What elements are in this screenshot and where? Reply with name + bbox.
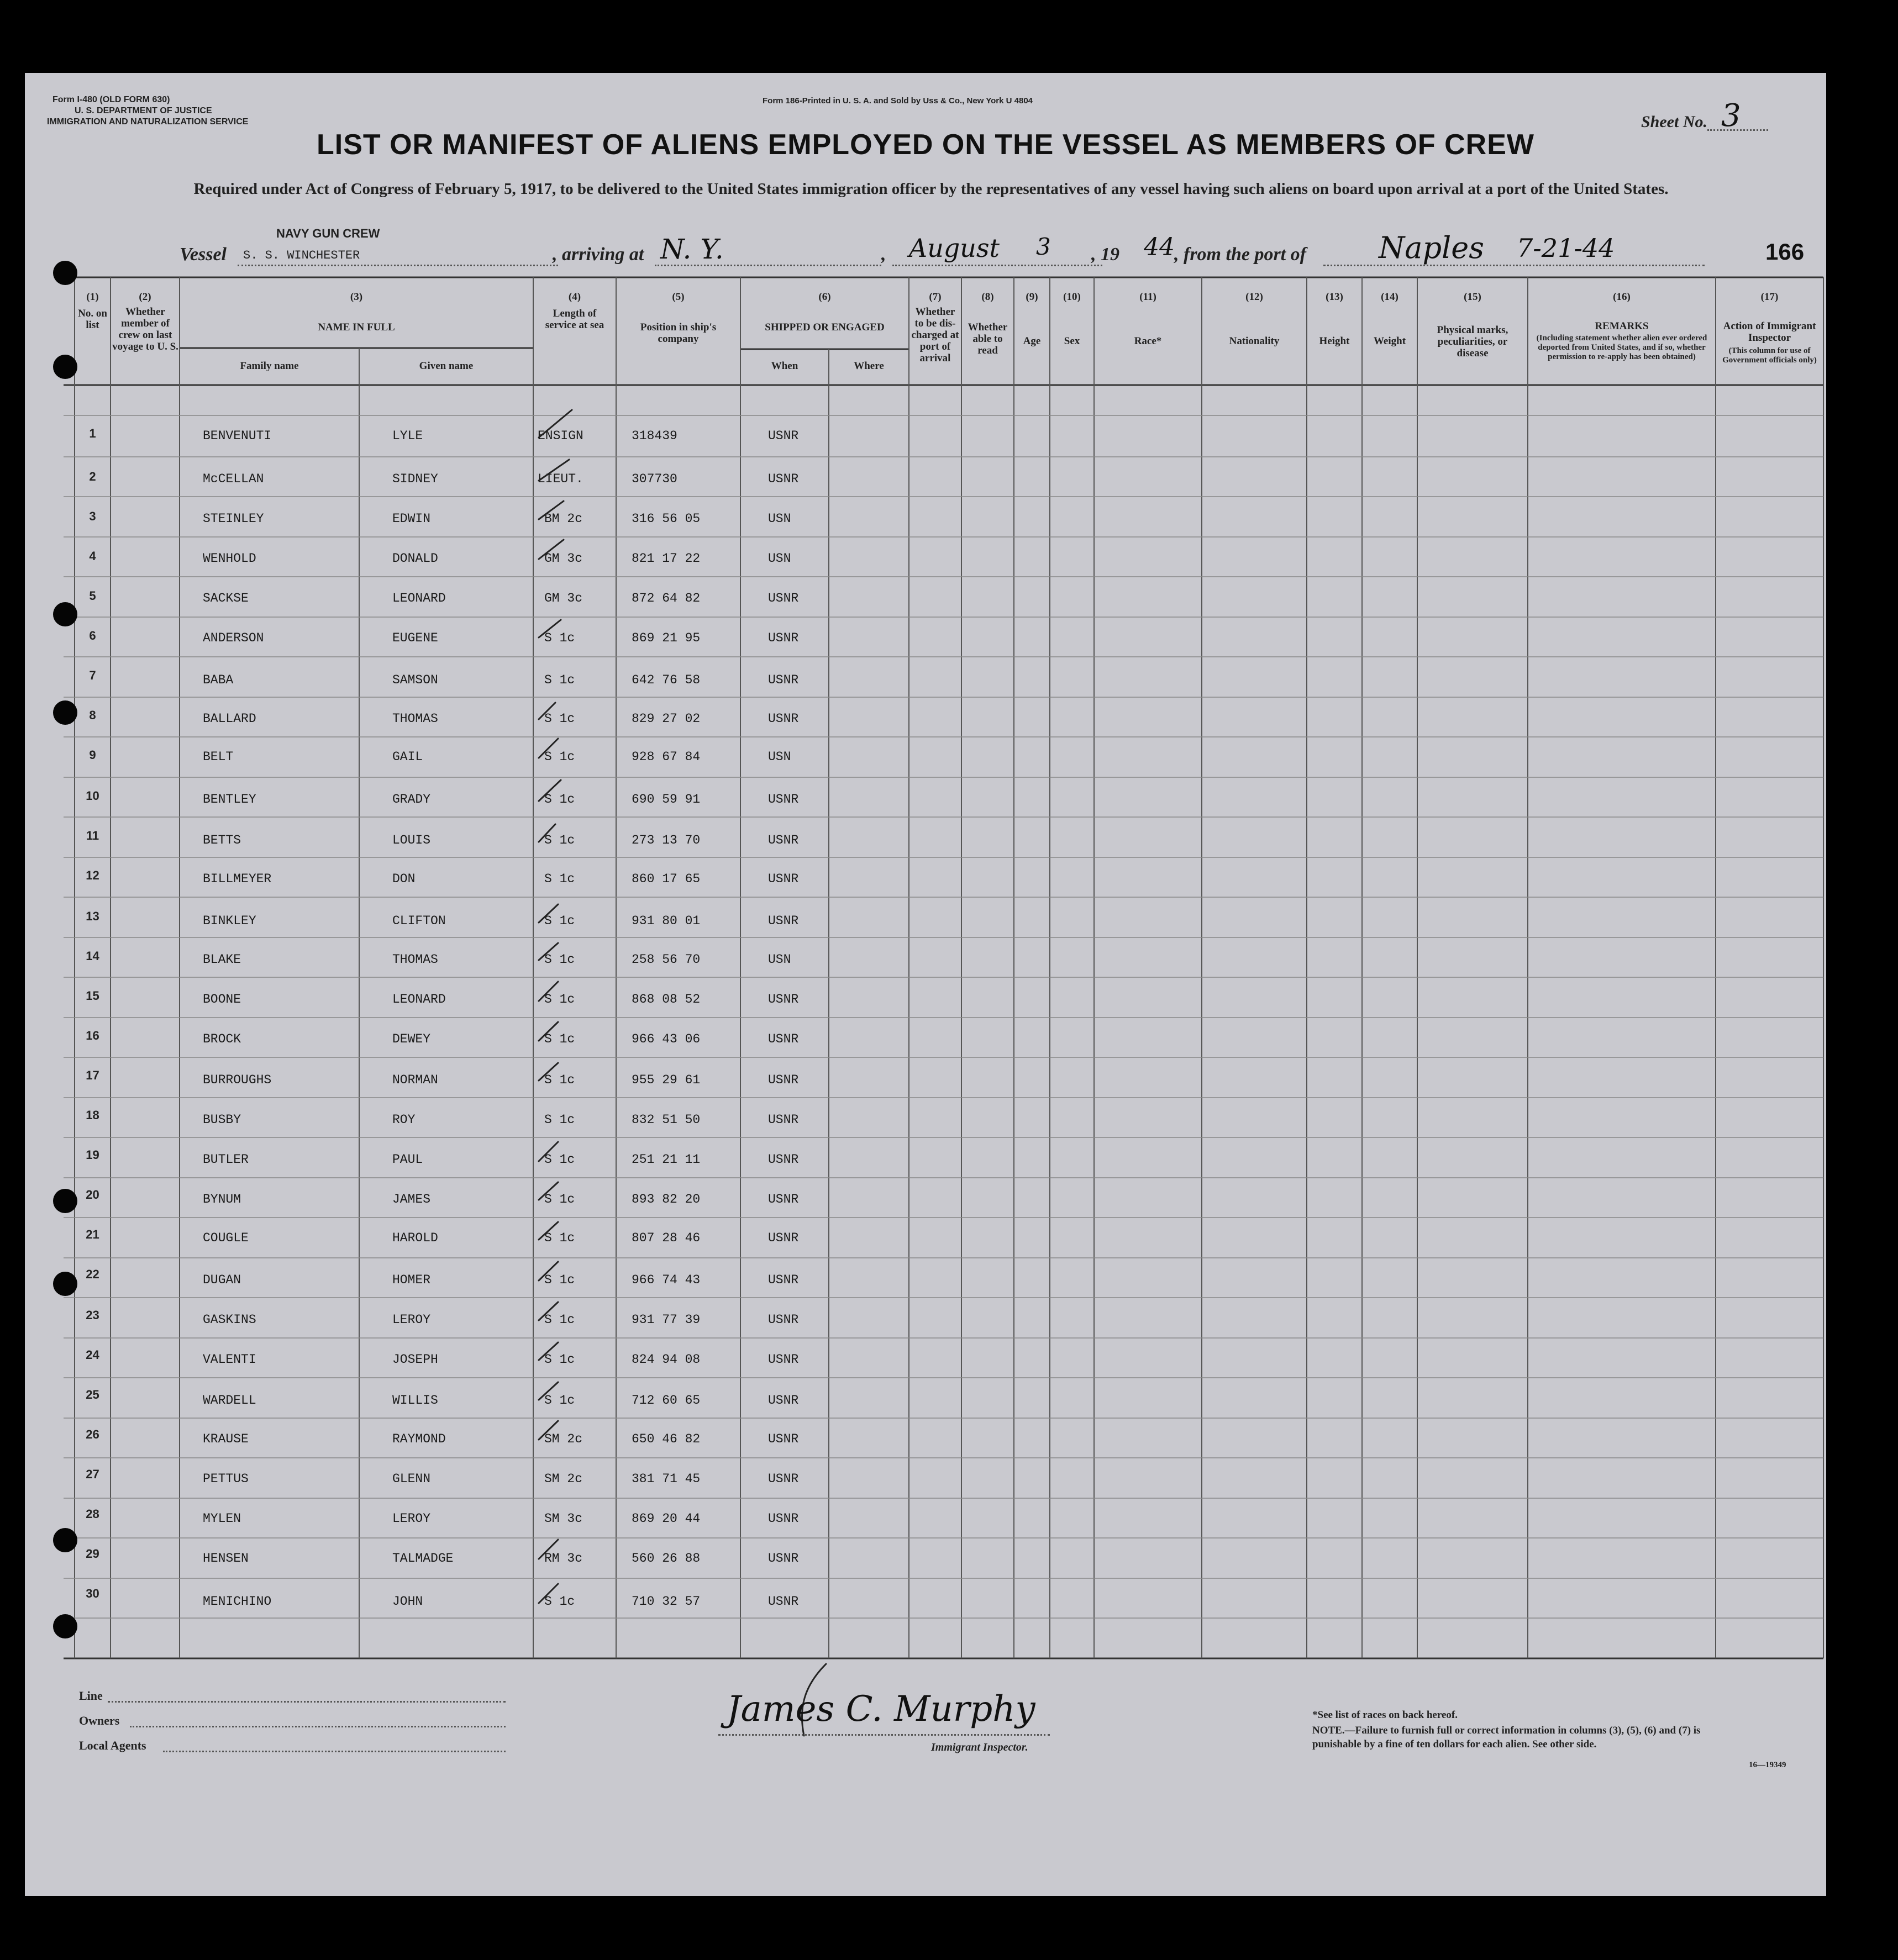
rank: S 1c — [544, 1113, 575, 1127]
col17-header: Action of Immigrant Inspector — [1723, 320, 1816, 344]
given-name: HOMER — [392, 1273, 431, 1287]
given-name: WILLIS — [392, 1393, 438, 1408]
rank: S 1c — [544, 1313, 575, 1327]
page-title: LIST OR MANIFEST OF ALIENS EMPLOYED ON THE VESSEL AS MEMBERS OF CREW — [317, 129, 1534, 161]
inspector-signature: James C. Murphy — [727, 1689, 1035, 1730]
col12-number: (12) — [1245, 291, 1263, 303]
rank: S 1c — [544, 833, 575, 847]
col16-subheader: (Including statement whether alien ever ordered deported from United States, and if so, whether permission to re-apply has been obtained) — [1536, 334, 1707, 361]
col2-number: (2) — [139, 291, 151, 303]
form-id-line3: IMMIGRATION AND NATURALIZATION SERVICE — [47, 117, 249, 127]
family-name: BUSBY — [203, 1113, 241, 1127]
row-number: 7 — [89, 668, 96, 682]
col6-number: (6) — [818, 291, 831, 303]
col1-number: (1) — [86, 291, 99, 303]
given-name: DONALD — [392, 551, 438, 566]
given-name: JOHN — [392, 1594, 423, 1609]
rank: SM 2c — [544, 1472, 583, 1486]
col5-number: (5) — [672, 291, 685, 303]
family-name: HENSEN — [203, 1551, 249, 1566]
agents-label: Local Agents — [79, 1738, 146, 1752]
family-name: WARDELL — [203, 1393, 256, 1408]
given-name: CLIFTON — [392, 914, 446, 928]
punch-hole — [53, 700, 77, 725]
row-number: 18 — [86, 1108, 99, 1122]
col5-header: Position in ship's company — [640, 322, 717, 345]
service-number: 931 80 01 — [632, 914, 701, 928]
service-number: 931 77 39 — [632, 1313, 701, 1327]
row-number: 29 — [86, 1547, 99, 1561]
col8-header: Whether able to read — [968, 322, 1008, 356]
service-number: 650 46 82 — [632, 1432, 701, 1446]
rank: S 1c — [544, 952, 575, 967]
line-field — [108, 1700, 506, 1703]
branch: USNR — [768, 1273, 799, 1287]
service-number: 807 28 46 — [632, 1231, 701, 1245]
given-name: EDWIN — [392, 512, 431, 526]
rank: S 1c — [544, 1273, 575, 1287]
family-name: BENTLEY — [203, 792, 256, 807]
family-name: ANDERSON — [203, 631, 264, 645]
branch: USNR — [768, 1551, 799, 1566]
rank: S 1c — [544, 914, 575, 928]
col3-header: NAME IN FULL — [318, 322, 395, 333]
owners-label: Owners — [79, 1714, 120, 1727]
given-name: HAROLD — [392, 1231, 438, 1245]
family-name: BROCK — [203, 1032, 241, 1046]
given-name: LEONARD — [392, 992, 446, 1007]
rank: S 1c — [544, 712, 575, 726]
family-name: BENVENUTI — [203, 429, 272, 443]
branch: USN — [768, 512, 791, 526]
given-name: THOMAS — [392, 952, 438, 967]
service-number: 829 27 02 — [632, 712, 701, 726]
col3-given-header: Given name — [419, 360, 474, 372]
given-name: TALMADGE — [392, 1551, 454, 1566]
family-name: BINKLEY — [203, 914, 256, 928]
family-name: BOONE — [203, 992, 241, 1007]
col3-family-header: Family name — [240, 360, 299, 372]
service-number: 258 56 70 — [632, 952, 701, 967]
family-name: BALLARD — [203, 712, 256, 726]
rank: S 1c — [544, 673, 575, 687]
family-name: BETTS — [203, 833, 241, 847]
form-id-line1: Form I-480 (OLD FORM 630) — [52, 95, 170, 104]
service-number: 273 13 70 — [632, 833, 701, 847]
row-number: 13 — [86, 909, 99, 923]
service-number: 966 74 43 — [632, 1273, 701, 1287]
punch-hole — [53, 602, 77, 626]
col11-header: Race* — [1134, 335, 1162, 347]
punch-hole — [53, 355, 77, 379]
col16-number: (16) — [1613, 291, 1631, 303]
given-name: NORMAN — [392, 1073, 438, 1087]
given-name: SIDNEY — [392, 472, 438, 486]
col4-number: (4) — [568, 291, 581, 303]
row-number: 26 — [86, 1427, 99, 1441]
col15-number: (15) — [1464, 291, 1481, 303]
vessel-label: Vessel — [180, 244, 227, 265]
branch: USNR — [768, 1472, 799, 1486]
punch-hole — [53, 1272, 77, 1296]
punch-hole — [53, 1528, 77, 1552]
branch: USNR — [768, 591, 799, 605]
col10-number: (10) — [1063, 291, 1081, 303]
given-name: ROY — [392, 1113, 416, 1127]
service-number: 893 82 20 — [632, 1192, 701, 1206]
rank: ENSIGN — [538, 429, 583, 443]
penalty-note: NOTE.—Failure to furnish full or correct information in columns (3), (5), (6) and (7) is punishable by a fine of ten dollars for each alien. See other side. — [1312, 1725, 1701, 1750]
branch: USNR — [768, 1073, 799, 1087]
year-prefix: , 19 — [1091, 244, 1119, 265]
row-number: 11 — [86, 829, 99, 842]
rank: S 1c — [544, 631, 575, 645]
col13-header: Height — [1319, 335, 1350, 347]
row-number: 27 — [86, 1467, 99, 1481]
rank: S 1c — [544, 792, 575, 807]
rank: S 1c — [544, 750, 575, 764]
family-name: McCELLAN — [203, 472, 264, 486]
branch: USNR — [768, 914, 799, 928]
rank: BM 2c — [544, 512, 583, 526]
rank: S 1c — [544, 872, 575, 886]
col4-header: Length of service at sea — [545, 308, 604, 331]
check-marks — [25, 73, 1826, 1896]
branch: USNR — [768, 631, 799, 645]
service-number: 316 56 05 — [632, 512, 701, 526]
col6-when-header: When — [771, 360, 798, 372]
rank: S 1c — [544, 1073, 575, 1087]
col12-header: Nationality — [1229, 335, 1280, 347]
service-number: 690 59 91 — [632, 792, 701, 807]
given-name: LEONARD — [392, 591, 446, 605]
page-number: 166 — [1765, 239, 1805, 265]
branch: USNR — [768, 872, 799, 886]
agents-field — [163, 1750, 506, 1752]
row-number: 9 — [89, 748, 96, 762]
rank: S 1c — [544, 1032, 575, 1046]
family-name: SACKSE — [203, 591, 249, 605]
given-name: LEROY — [392, 1313, 431, 1327]
branch: USNR — [768, 792, 799, 807]
sheet-label: Sheet No. — [1641, 113, 1707, 131]
col11-number: (11) — [1139, 291, 1156, 303]
family-name: BELT — [203, 750, 234, 764]
arriving-port: N. Y. — [660, 233, 724, 265]
col13-number: (13) — [1326, 291, 1343, 303]
row-number: 16 — [86, 1029, 99, 1042]
arriving-label: , arriving at — [553, 244, 644, 265]
service-number: 955 29 61 — [632, 1073, 701, 1087]
family-name: GASKINS — [203, 1313, 256, 1327]
row-number: 19 — [86, 1148, 99, 1162]
rank: S 1c — [544, 1352, 575, 1367]
row-number: 20 — [86, 1188, 99, 1202]
service-number: 251 21 11 — [632, 1152, 701, 1167]
punch-hole — [53, 1189, 77, 1213]
rank: S 1c — [544, 1393, 575, 1408]
rank: SM 2c — [544, 1432, 583, 1446]
family-name: COUGLE — [203, 1231, 249, 1245]
row-number: 14 — [86, 949, 99, 963]
branch: USN — [768, 952, 791, 967]
family-name: BURROUGHS — [203, 1073, 272, 1087]
row-number: 15 — [86, 989, 99, 1003]
branch: USNR — [768, 472, 799, 486]
punch-hole — [53, 261, 77, 285]
branch: USNR — [768, 1432, 799, 1446]
sheet-number: 3 — [1721, 98, 1741, 134]
given-name: LYLE — [392, 429, 423, 443]
inspector-label: Immigrant Inspector. — [931, 1741, 1028, 1753]
given-name: GRADY — [392, 792, 431, 807]
col9-number: (9) — [1026, 291, 1038, 303]
service-number: 832 51 50 — [632, 1113, 701, 1127]
col1-header: No. on list — [78, 308, 107, 331]
col17-subheader: (This column for use of Government officials only) — [1722, 346, 1817, 365]
branch: USNR — [768, 1352, 799, 1367]
row-number: 8 — [89, 708, 96, 722]
given-name: LOUIS — [392, 833, 431, 847]
service-number: 560 26 88 — [632, 1551, 701, 1566]
year-suffix: 44 — [1144, 233, 1175, 261]
page-subtitle: Required under Act of Congress of February 5, 1917, to be delivered to the United States immigration officer by the representatives of any vessel having such aliens on board upon arrival at a port of the United States. — [193, 180, 1669, 198]
rank: RM 3c — [544, 1551, 583, 1566]
row-number: 17 — [86, 1068, 99, 1082]
branch: USNR — [768, 673, 799, 687]
service-number: 318439 — [632, 429, 677, 443]
row-number: 3 — [89, 509, 96, 523]
crew-note: NAVY GUN CREW — [276, 226, 380, 240]
given-name: SAMSON — [392, 673, 438, 687]
row-number: 2 — [89, 470, 96, 483]
family-name: WENHOLD — [203, 551, 256, 566]
given-name: DON — [392, 872, 416, 886]
from-date: 7-21-44 — [1517, 233, 1615, 263]
family-name: MENICHINO — [203, 1594, 272, 1609]
given-name: GLENN — [392, 1472, 431, 1486]
vessel-name: S. S. WINCHESTER — [243, 249, 360, 262]
col10-header: Sex — [1064, 335, 1080, 347]
service-number: 642 76 58 — [632, 673, 701, 687]
family-name: BYNUM — [203, 1192, 241, 1206]
service-number: 966 43 06 — [632, 1032, 701, 1046]
col7-header: Whether to be dis-charged at port of arrival — [911, 306, 959, 364]
col14-header: Weight — [1373, 335, 1406, 347]
row-number: 22 — [86, 1267, 99, 1281]
row-number: 4 — [89, 549, 96, 563]
row-number: 30 — [86, 1587, 99, 1600]
col8-number: (8) — [981, 291, 994, 303]
service-number: 821 17 22 — [632, 551, 701, 566]
given-name: JAMES — [392, 1192, 431, 1206]
col6-where-header: Where — [854, 360, 884, 372]
col9-header: Age — [1023, 335, 1041, 347]
form-id-line2: U. S. DEPARTMENT OF JUSTICE — [75, 106, 212, 115]
service-number: 712 60 65 — [632, 1393, 701, 1408]
given-name: RAYMOND — [392, 1432, 446, 1446]
row-number: 23 — [86, 1308, 99, 1322]
service-number: 928 67 84 — [632, 750, 701, 764]
branch: USNR — [768, 429, 799, 443]
date-day: 3 — [1036, 233, 1051, 260]
family-name: BUTLER — [203, 1152, 249, 1167]
branch: USNR — [768, 1032, 799, 1046]
given-name: PAUL — [392, 1152, 423, 1167]
rank: S 1c — [544, 1192, 575, 1206]
printer-line: Form 186-Printed in U. S. A. and Sold by Uss & Co., New York U 4804 — [763, 96, 1033, 106]
branch: USNR — [768, 1313, 799, 1327]
col2-header: Whether member of crew on last voyage to U. S. — [112, 306, 178, 352]
branch: USNR — [768, 1393, 799, 1408]
form-code: 16—19349 — [1749, 1761, 1786, 1769]
row-number: 21 — [86, 1227, 99, 1241]
rank: SM 3c — [544, 1511, 583, 1526]
service-number: 710 32 57 — [632, 1594, 701, 1609]
service-number: 872 64 82 — [632, 591, 701, 605]
service-number: 860 17 65 — [632, 872, 701, 886]
service-number: 869 21 95 — [632, 631, 701, 645]
branch: USN — [768, 551, 791, 566]
col3-number: (3) — [350, 291, 363, 303]
branch: USNR — [768, 712, 799, 726]
signature-line — [718, 1733, 1050, 1736]
family-name: KRAUSE — [203, 1432, 249, 1446]
family-name: BILLMEYER — [203, 872, 272, 886]
date-month: August — [909, 233, 1000, 263]
row-number: 5 — [89, 589, 96, 603]
branch: USNR — [768, 992, 799, 1007]
branch: USNR — [768, 1231, 799, 1245]
rank: LIEUT. — [538, 472, 583, 486]
row-number: 1 — [89, 426, 96, 440]
branch: USNR — [768, 1511, 799, 1526]
branch: USNR — [768, 833, 799, 847]
rank: GM 3c — [544, 551, 583, 566]
family-name: VALENTI — [203, 1352, 256, 1367]
given-name: GAIL — [392, 750, 423, 764]
from-port: Naples — [1379, 230, 1484, 265]
branch: USNR — [768, 1152, 799, 1167]
row-number: 12 — [86, 868, 99, 882]
given-name: EUGENE — [392, 631, 438, 645]
col7-number: (7) — [929, 291, 942, 303]
line-label: Line — [79, 1689, 103, 1703]
family-name: STEINLEY — [203, 512, 264, 526]
given-name: JOSEPH — [392, 1352, 438, 1367]
family-name: DUGAN — [203, 1273, 241, 1287]
service-number: 868 08 52 — [632, 992, 701, 1007]
date-comma: , — [881, 244, 886, 265]
family-name: BLAKE — [203, 952, 241, 967]
service-number: 381 71 45 — [632, 1472, 701, 1486]
row-number: 6 — [89, 629, 96, 642]
races-note: *See list of races on back hereof. — [1312, 1709, 1458, 1721]
given-name: LEROY — [392, 1511, 431, 1526]
col17-number: (17) — [1760, 291, 1779, 303]
given-name: THOMAS — [392, 712, 438, 726]
service-number: 869 20 44 — [632, 1511, 701, 1526]
row-number: 24 — [86, 1348, 99, 1362]
rank: S 1c — [544, 1594, 575, 1609]
family-name: MYLEN — [203, 1511, 241, 1526]
branch: USN — [768, 750, 791, 764]
col16-header: REMARKS — [1595, 320, 1649, 332]
rank: S 1c — [544, 1152, 575, 1167]
family-name: BABA — [203, 673, 234, 687]
branch: USNR — [768, 1594, 799, 1609]
rank: S 1c — [544, 992, 575, 1007]
family-name: PETTUS — [203, 1472, 249, 1486]
branch: USNR — [768, 1192, 799, 1206]
given-name: DEWEY — [392, 1032, 431, 1046]
service-number: 307730 — [632, 472, 677, 486]
from-label: , from the port of — [1174, 244, 1306, 265]
branch: USNR — [768, 1113, 799, 1127]
row-number: 10 — [86, 789, 99, 803]
manifest-sheet — [25, 73, 1826, 1896]
col15-header: Physical marks, peculiarities, or disease — [1437, 324, 1508, 359]
rank: GM 3c — [544, 591, 583, 605]
owners-field — [130, 1725, 506, 1727]
service-number: 824 94 08 — [632, 1352, 701, 1367]
rank: S 1c — [544, 1231, 575, 1245]
row-number: 25 — [86, 1388, 99, 1401]
col14-number: (14) — [1381, 291, 1398, 303]
row-number: 28 — [86, 1507, 99, 1521]
col6-header: SHIPPED OR ENGAGED — [765, 322, 885, 333]
punch-hole — [53, 1614, 77, 1638]
